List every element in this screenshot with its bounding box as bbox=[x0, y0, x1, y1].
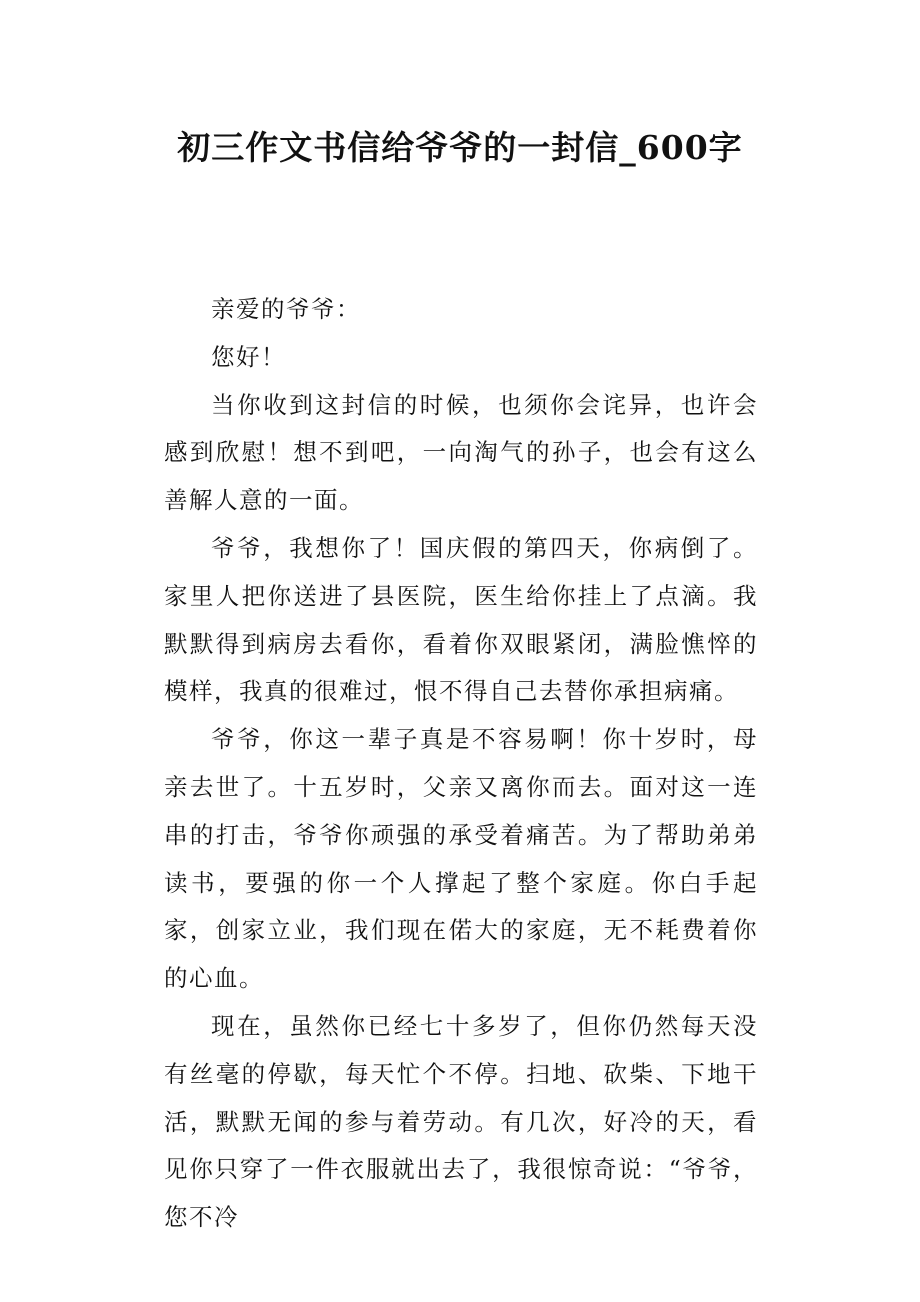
letter-paragraph: 爷爷，我想你了！国庆假的第四天，你病倒了。家里人把你送进了县医院，医生给你挂上了点滴。我默默得到病房去看你，看着你双眼紧闭，满脸憔悴的模样，我真的很难过，恨不得自己去替你承担病痛。 bbox=[164, 533, 758, 706]
letter-body bbox=[164, 286, 758, 1242]
letter-salutation: 亲爱的爷爷： bbox=[211, 295, 361, 323]
document-title: 初三作文书信给爷爷的一封信_600字 bbox=[177, 128, 743, 167]
letter-paragraph: 爷爷，你这一辈子真是不容易啊！你十岁时，母亲去世了。十五岁时，父亲又离你而去。面对这一连串的打击，爷爷你顽强的承受着痛苦。为了帮助弟弟读书，要强的你一个人撑起了整个家庭。你白手起家，创家立业，我们现在偌大的家庭，无不耗费着你的心血。 bbox=[164, 725, 758, 993]
letter-paragraph: 当你收到这封信的时候，也须你会诧异，也许会感到欣慰！想不到吧，一向淘气的孙子，也会有这么善解人意的一面。 bbox=[164, 390, 758, 515]
letter-greeting: 您好！ bbox=[211, 342, 286, 371]
letter-paragraph: 现在，虽然你已经七十多岁了，但你仍然每天没有丝毫的停歇，每天忙个不停。扫地、砍柴、下地干活，默默无闻的参与着劳动。有几次，好冷的天，看见你只穿了一件衣服就出去了，我很惊奇说：“爷爷，您不冷 bbox=[164, 1011, 758, 1232]
